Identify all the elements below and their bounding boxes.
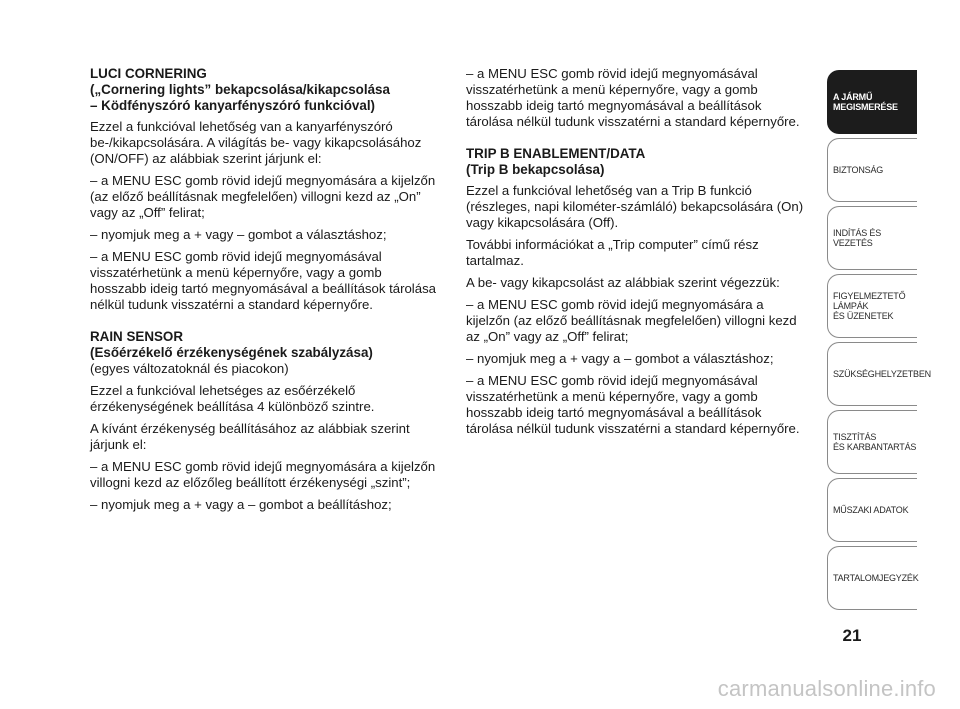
cornering-title: LUCI CORNERING: [90, 66, 207, 81]
paragraph: – a MENU ESC gomb rövid idejű megnyomására a kijelzőn villogni kezd az előzőleg beállított érzékenységi „szint”;: [90, 459, 436, 490]
tab-safety[interactable]: BIZTONSÁG: [827, 138, 917, 202]
rain-sensor-subtitle: (Esőérzékelő érzékenységének szabályzása): [90, 345, 373, 360]
paragraph: A kívánt érzékenység beállításához az alábbiak szerint járjunk el:: [90, 421, 410, 452]
tab-maintenance[interactable]: TISZTÍTÁS ÉS KARBANTARTÁS: [827, 410, 917, 474]
paragraph: – nyomjuk meg a + vagy a – gombot a választáshoz;: [466, 351, 774, 366]
paragraph: – a MENU ESC gomb rövid idejű megnyomásával visszatérhetünk a menü képernyőre, vagy a gomb hosszabb ideig tartó megnyomásával a beállítások tárolása nélkül tudunk visszatérni a standard képernyőre.: [90, 249, 437, 312]
rain-sensor-title: RAIN SENSOR: [90, 329, 184, 344]
cornering-subtitle-1: („Cornering lights” bekapcsolása/kikapcsolása: [90, 82, 390, 97]
paragraph: A be- vagy kikapcsolást az alábbiak szerint végezzük:: [466, 275, 780, 290]
tab-warning-lights[interactable]: FIGYELMEZTETŐ LÁMPÁK ÉS ÜZENETEK: [827, 274, 917, 338]
paragraph: – a MENU ESC gomb rövid idejű megnyomásával visszatérhetünk a menü képernyőre, vagy a gomb hosszabb ideig tartó megnyomásával a beállítások tárolása nélkül tudunk visszatérni a standard képernyőre.: [466, 373, 800, 436]
right-column: [466, 66, 806, 443]
paragraph: Ezzel a funkcióval lehetőség van a Trip B funkció (részleges, napi kilométer-számláló) bekapcsolására (On) vagy kikapcsolására (Off).: [466, 183, 804, 230]
cornering-subtitle-2: – Ködfényszóró kanyarfényszóró funkcióval): [90, 98, 375, 113]
tab-emergency[interactable]: SZÜKSÉGHELYZETBEN: [827, 342, 917, 406]
paragraph: – a MENU ESC gomb rövid idejű megnyomásával visszatérhetünk a menü képernyőre, vagy a gomb hosszabb ideig tartó megnyomásával a beállítások tárolása nélkül tudunk visszatérni a standard képernyőre.: [466, 66, 800, 129]
paragraph: – a MENU ESC gomb rövid idejű megnyomására a kijelzőn (az előző beállításnak megfelelően) villogni kezd az „On” vagy az „Off” felirat;: [90, 173, 436, 220]
chapter-tabs: [827, 70, 931, 614]
paragraph: Ezzel a funkcióval lehetséges az esőérzékelő érzékenységének beállítása 4 különböző szintre.: [90, 383, 375, 414]
trip-b-subtitle: (Trip B bekapcsolása): [466, 162, 605, 177]
page-number: 21: [842, 626, 862, 645]
tab-technical-data[interactable]: MŰSZAKI ADATOK: [827, 478, 917, 542]
trip-b-title: TRIP B ENABLEMENT/DATA: [466, 146, 646, 161]
trip-b-heading: [466, 146, 806, 178]
paragraph: Ezzel a funkcióval lehetőség van a kanyarfényszóró be-/kikapcsolására. A világítás be- vagy kikapcsolásához (ON/OFF) az alábbiak szerint járjunk el:: [90, 119, 422, 166]
left-column: [90, 66, 440, 519]
watermark: carmanualsonline.info: [717, 676, 936, 701]
paragraph: További információkat a „Trip computer” című rész tartalmaz.: [466, 237, 759, 268]
paragraph: – a MENU ESC gomb rövid idejű megnyomására a kijelzőn (az előző beállításnak megfelelően) villogni kezd az „On” vagy az „Off” felirat;: [466, 297, 797, 344]
tab-starting-driving[interactable]: INDÍTÁS ÉS VEZETÉS: [827, 206, 917, 270]
tab-vehicle-intro[interactable]: A JÁRMŰ MEGISMERÉSE: [827, 70, 917, 134]
cornering-heading: [90, 66, 440, 114]
tab-index[interactable]: TARTALOMJEGYZÉK: [827, 546, 917, 610]
paragraph: – nyomjuk meg a + vagy a – gombot a beállításhoz;: [90, 497, 392, 512]
paragraph: – nyomjuk meg a + vagy – gombot a választáshoz;: [90, 227, 387, 242]
rain-sensor-heading: [90, 329, 440, 361]
rain-sensor-note: (egyes változatoknál és piacokon): [90, 361, 289, 376]
